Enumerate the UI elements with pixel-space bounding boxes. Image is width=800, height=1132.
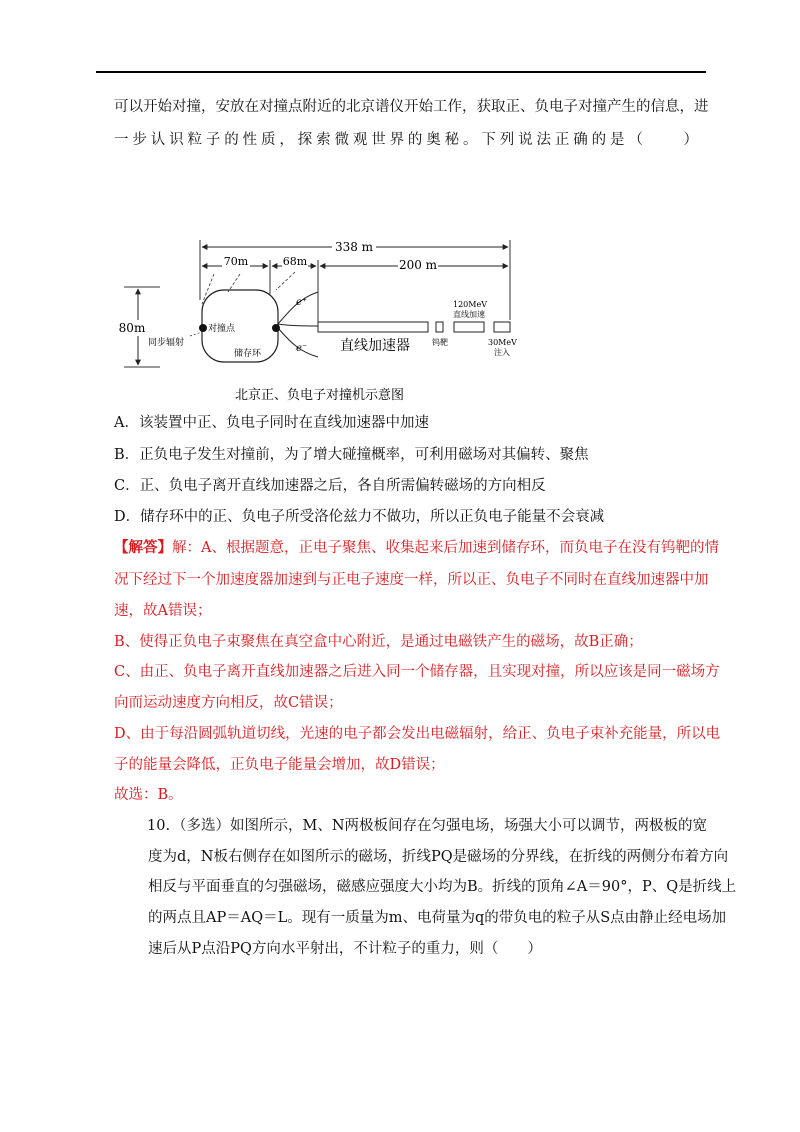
segment-70m-label: 70m [223, 255, 249, 268]
electron-label: e⁻ [296, 343, 308, 354]
header-rule [96, 71, 706, 73]
linac-label: 直线加速器 [340, 338, 410, 354]
collider-diagram [110, 232, 530, 407]
q10-line-1: （多选）如图所示，M、N两极板间存在匀强电场，场强大小可以调节，两极板的宽 [172, 818, 708, 834]
collision-point-marker [199, 324, 207, 332]
answer-tag: 【解答】 [114, 539, 172, 556]
height-80m-label: 80m [118, 321, 146, 335]
answer-line-8: 子的能量会降低，正负电子能量会增加，故D错误； [114, 757, 445, 773]
answer-line-6: 向而运动速度方向相反，故C错误； [114, 695, 343, 711]
collision-point-marker-right [272, 324, 280, 332]
injector-box [494, 322, 510, 332]
segment-200m-label: 200 m [398, 258, 438, 272]
injector-label: 注入 [494, 348, 510, 357]
linac-120mev-box [454, 322, 484, 332]
collision-point-label: 对撞点 [208, 324, 236, 334]
answer-choice: 故选：B。 [114, 787, 183, 803]
injector-energy: 30MeV [488, 338, 517, 347]
option-b: B．正负电子发生对撞前，为了增大碰撞概率，可利用磁场对其偏转、聚焦 [114, 447, 589, 463]
q10-line-5: 速后从P点沿PQ方向水平射出，不计粒子的重力，则（ ） [148, 941, 542, 957]
sync-radiation-label: 同步辐射 [148, 338, 185, 348]
q10-line-4: 的两点且AP＝AQ＝L。现有一质量为m、电荷量为q的带负电的粒子从S点由静止经电场加 [148, 910, 727, 926]
option-a: A．该装置中正、负电子同时在直线加速器中加速 [114, 415, 429, 431]
positron-label: e⁺ [296, 297, 308, 308]
answer-line-5: C、由正、负电子离开直线加速器之后进入同一个储存器，且实现对撞，所以应该是同一磁场方 [114, 664, 720, 680]
answer-line-7: D、由于每沿圆弧轨道切线，光速的电子都会发出电磁辐射，给正、负电子束补充能量，所以电 [114, 726, 721, 742]
segment-68m-label: 68m [282, 255, 308, 268]
intro-line-1: 可以开始对撞，安放在对撞点附近的北京谱仪开始工作，获取正、负电子对撞产生的信息，进 [114, 99, 709, 115]
linac-120mev-energy: 120MeV [453, 300, 487, 309]
option-c: C．正、负电子离开直线加速器之后，各自所需偏转磁场的方向相反 [114, 478, 546, 494]
figure-caption: 北京正、负电子对撞机示意图 [235, 388, 405, 403]
storage-ring-label: 储存环 [234, 349, 262, 359]
q10-line-2: 度为d，N板右侧存在如图所示的磁场，折线PQ是磁场的分界线，在折线的两侧分布着方向 [148, 849, 729, 865]
answer-line-2: 况下经过下一个加速度器加速到与正电子速度一样，所以正、负电子不同时在直线加速器中加 [114, 572, 709, 588]
answer-line-3: 速，故A错误； [114, 603, 212, 619]
linac-120mev-label: 直线加速 [453, 310, 485, 319]
option-d: D．储存环中的正、负电子所受洛伦兹力不做功，所以正负电子能量不会衰减 [114, 509, 605, 525]
total-length-label: 338 m [334, 240, 374, 254]
tungsten-target [436, 322, 443, 332]
linear-accelerator [318, 322, 428, 332]
answer-line-1: 【解答】解：A、根据题意，正电子聚焦、收集起来后加速到储存环，而负电子在没有钨靶的情 [114, 539, 719, 556]
answer-line-4: B、使得正负电子束聚焦在真空盒中心附近，是通过电磁铁产生的磁场，故B正确； [114, 634, 643, 650]
target-label: 钨靶 [432, 338, 448, 347]
q10-line-3: 相反与平面垂直的匀强磁场，磁感应强度大小均为B。折线的顶角∠A＝90°，P、Q是折线上 [148, 879, 737, 895]
intro-line-2: 一步认识粒子的性质，探索微观世界的奥秘。下列说法正确的是（ ） [114, 132, 698, 148]
q10-number: 10. [147, 818, 171, 834]
